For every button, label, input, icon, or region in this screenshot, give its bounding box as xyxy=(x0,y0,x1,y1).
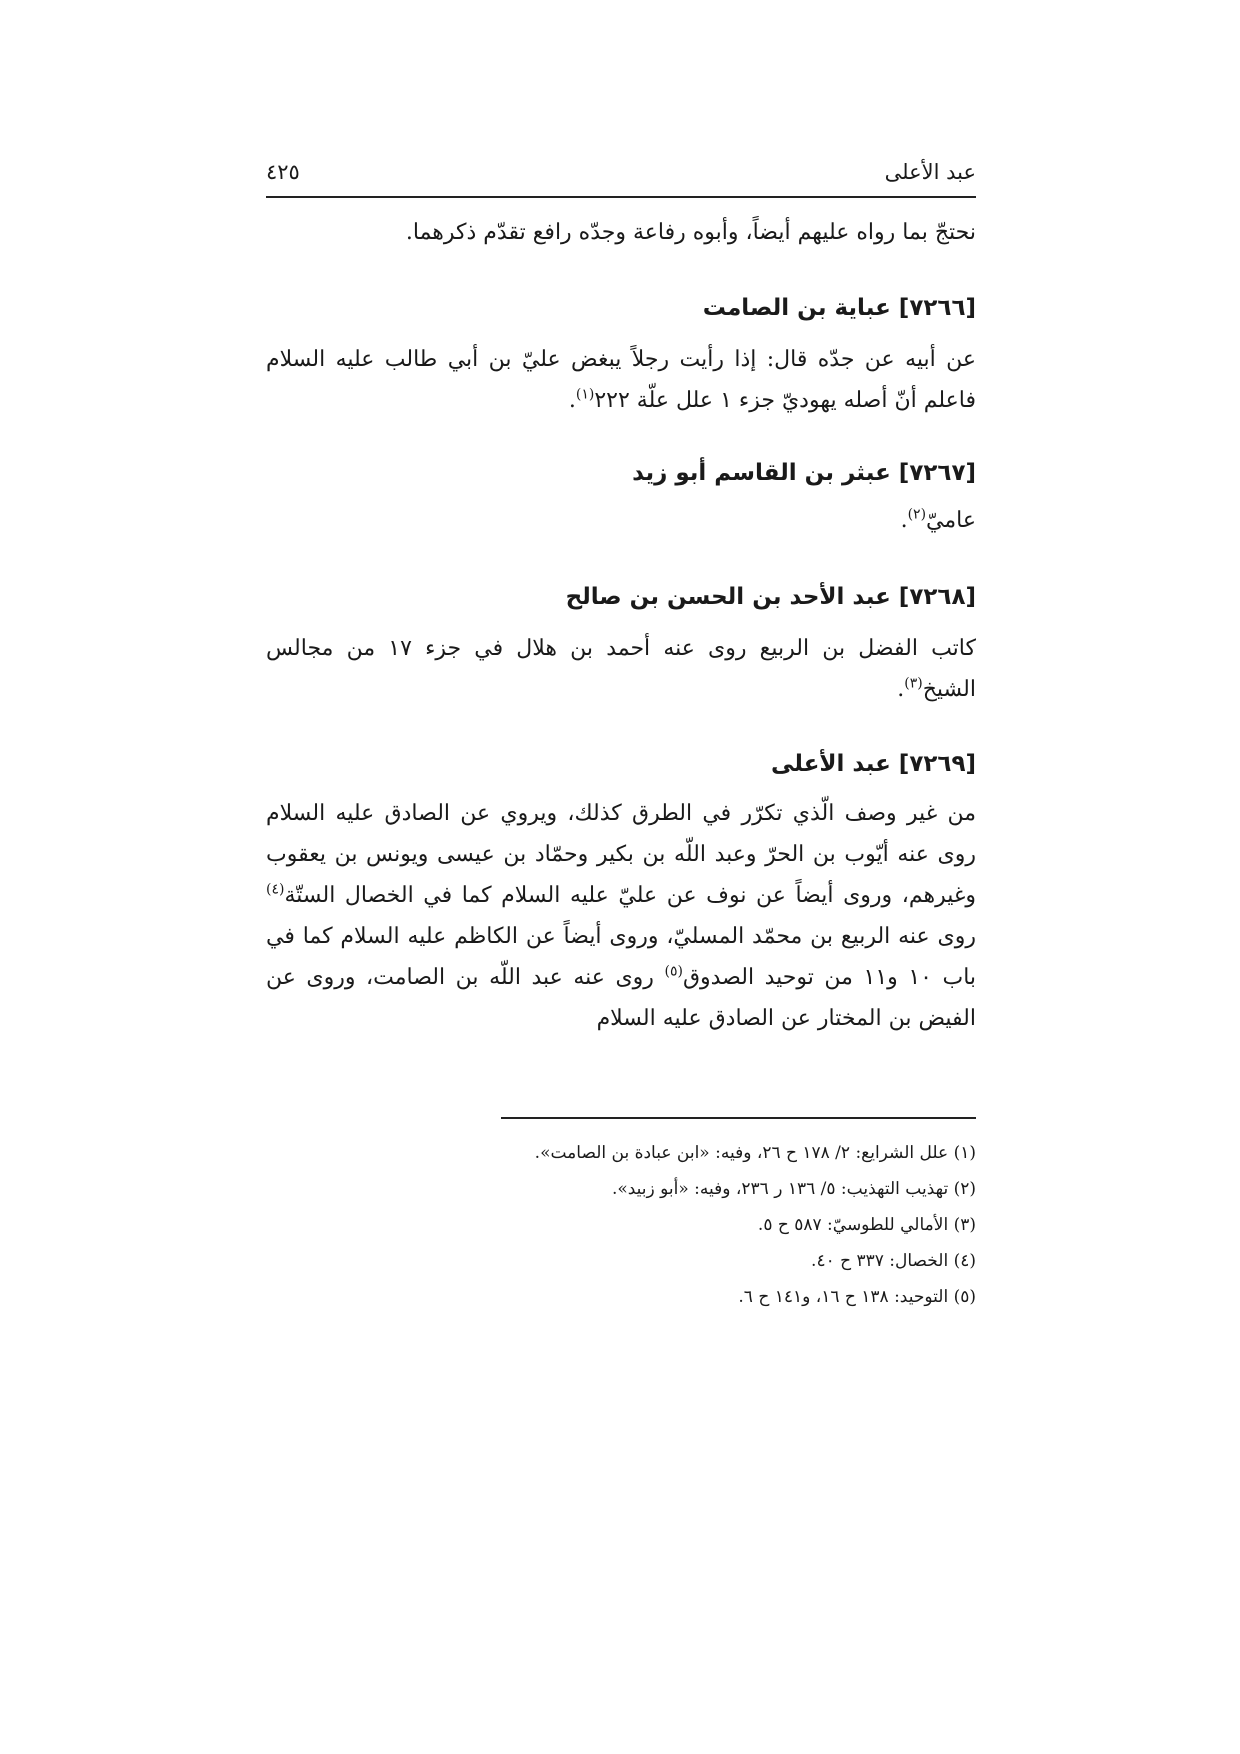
entry-text-7268 xyxy=(266,628,976,710)
entry-title-7267: [٧٢٦٧] عبثر بن القاسم أبو زيد xyxy=(632,460,976,486)
entry-body-7269-b: روى عنه الربيع بن محمّد المسليّ، وروى أيضاً عن الكاظم عليه السلام كما في باب ١٠ و١١ من توحيد الصدوق xyxy=(266,924,977,990)
entry-body-7269-c: روى عنه عبد اللّه بن الصامت، وروى عن الفيض بن المختار عن الصادق عليه السلام xyxy=(266,965,976,1031)
footnote-4: (٤) الخصال: ٣٣٧ ح ٤٠. xyxy=(811,1251,976,1271)
footnote-2: (٢) تهذيب التهذيب: ٥/ ١٣٦ ر ٢٣٦، وفيه: «أبو زبيد». xyxy=(611,1179,976,1199)
footnote-3: (٣) الأمالي للطوسيّ: ٥٨٧ ح ٥. xyxy=(757,1215,976,1235)
entry-body-7269-a: من غير وصف الّذي تكرّر في الطرق كذلك، ويروي عن الصادق عليه السلام روى عنه أيّوب بن الحرّ وعبد اللّه بن بكير وحمّاد بن عيسى ويونس بن يعقوب وغيرهم، وروى أيضاً عن نوف عن عليّ عليه السلام كما في الخصال الستّة xyxy=(266,801,976,908)
footnote-ref-4: (٤) xyxy=(266,881,285,898)
footnote-ref-2: (٢) xyxy=(907,506,927,523)
footnote-ref-3: (٣) xyxy=(904,675,923,692)
entry-tail-7267: . xyxy=(900,508,908,533)
entry-body-7266: عن أبيه عن جدّه قال: إذا رأيت رجلاً يبغض عليّ بن أبي طالب عليه السلام فاعلم أنّ أصله يهوديّ جزء ١ علل علّة ٢٢٢ xyxy=(266,347,976,413)
footnote-5: (٥) التوحيد: ١٣٨ ح ١٦، و١٤١ ح ٦. xyxy=(738,1287,976,1307)
entry-text-7266 xyxy=(266,339,976,421)
entry-title-7269: [٧٢٦٩] عبد الأعلى xyxy=(771,751,976,777)
entry-title-7266: [٧٢٦٦] عباية بن الصامت xyxy=(702,295,976,321)
entry-body-7268: كاتب الفضل بن الربيع روى عنه أحمد بن هلال في جزء ١٧ من مجالس الشيخ xyxy=(266,636,976,702)
entry-tail-7266: . xyxy=(568,388,576,413)
main-text xyxy=(266,212,976,1039)
footnote-ref-1: (١) xyxy=(575,386,595,403)
entry-body-7267: عاميّ xyxy=(926,508,976,533)
footnote-1: (١) علل الشرايع: ٢/ ١٧٨ ح ٢٦، وفيه: «ابن عبادة بن الصامت». xyxy=(534,1143,976,1163)
running-head xyxy=(266,150,976,194)
entry-title-7268: [٧٢٦٨] عبد الأحد بن الحسن بن صالح xyxy=(565,584,976,610)
entry-text-7269 xyxy=(266,793,976,1039)
entry-tail-7268: . xyxy=(897,677,905,702)
page xyxy=(266,0,976,1754)
footnotes xyxy=(266,1135,976,1315)
running-title: عبد الأعلى xyxy=(884,160,976,184)
footnote-rule xyxy=(501,1117,976,1119)
header-rule xyxy=(266,196,976,198)
intro-line: نحتجّ بما رواه عليهم أيضاً، وأبوه رفاعة وجدّه رافع تقدّم ذكرهما. xyxy=(405,220,976,245)
entry-text-7267 xyxy=(266,500,976,541)
footnote-ref-5: (٥) xyxy=(664,963,683,980)
page-number: ٤٢٥ xyxy=(266,160,300,184)
